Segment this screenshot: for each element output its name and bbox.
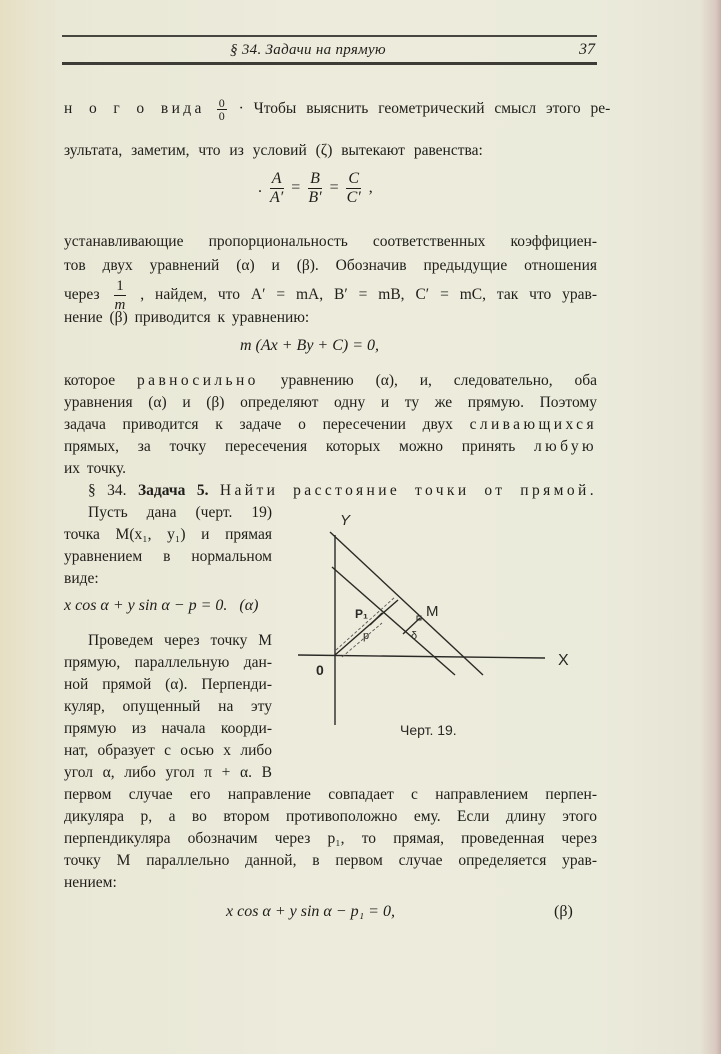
- text-line: устанавливающие пропорциональность соответственных коэффициен-: [64, 233, 597, 250]
- text-line: прямую, параллельную дан-: [64, 654, 272, 671]
- text-line: через $\frac{1}{m}$ , найдем, что A′ = mA, B′ = mB, C′ = mC, так что урав-: [64, 278, 598, 313]
- text-line: первом случае его направление совпадает с направлением перпен-: [64, 786, 597, 803]
- text-line: виде:: [64, 570, 99, 587]
- text-line: точку M параллельно данной, в первом случае определяется урав-: [64, 852, 597, 869]
- p-label: p: [363, 630, 370, 642]
- text-line: куляр, опущенный на эту: [64, 698, 272, 715]
- text-line: прямых, за точку пересечения которых можно принять любую: [64, 438, 597, 455]
- text-line: их точку.: [64, 460, 127, 477]
- text-line: перпендикуляра обозначим через p₁, то прямая, проведенная через: [64, 830, 597, 847]
- text-line: нением:: [64, 874, 117, 891]
- text-line: нат, образует с осью x либо: [64, 742, 272, 759]
- equation-proportion: . $\frac{A}{A'}$ = $\frac{B}{B'}$ = $\frac{C}{C'}$ ,: [258, 170, 373, 206]
- text-line: уравнения (α) и (β) определяют одну и ту же прямую. Поэтому: [64, 394, 597, 411]
- delta-label: δ: [411, 630, 418, 642]
- p1-label: P₁: [355, 607, 368, 621]
- figure-19-diagram: [290, 505, 569, 785]
- page-number: 37: [579, 41, 595, 58]
- section-heading: § 34. Задача 5. Найти расстояние точки от прямой.: [88, 482, 598, 499]
- point-m-label: M: [426, 603, 439, 620]
- text-line: прямую из начала коорди-: [64, 720, 272, 737]
- text-line: задача приводится к задаче о пересечении двух сливающихся: [64, 416, 597, 433]
- equation-alpha: x cos α + y sin α − p = 0. (α): [64, 597, 259, 614]
- text-line: тов двух уравнений (α) и (β). Обозначив предыдущие отношения: [64, 257, 597, 274]
- text-line: нение (β) приводится к уравнению:: [64, 309, 310, 326]
- text-line: точка M(x₁, y₁) и прямая: [64, 526, 272, 543]
- line-alpha: [332, 567, 455, 675]
- y-label: Y: [340, 512, 351, 529]
- header-rule-bottom: [62, 62, 597, 65]
- text-line: угол α, либо угол π + α. В: [64, 764, 272, 781]
- equation-beta: x cos α + y sin α − p₁ = 0,: [226, 903, 395, 920]
- running-header: [62, 40, 597, 60]
- text-line: ной прямой (α). Перпенди-: [64, 676, 272, 693]
- text-line: н о г о вида $\frac{0}{0}$ · Чтобы выяснить геометрический смысл этого ре-: [64, 96, 611, 123]
- origin-label: 0: [316, 662, 324, 678]
- text-line: которое равносильно уравнению (α), и, следовательно, оба: [64, 372, 597, 389]
- figure-caption: Черт. 19.: [400, 722, 457, 738]
- fraction: $\frac{0}{0}$: [218, 96, 225, 123]
- text-line: Пусть дана (черт. 19): [88, 504, 272, 521]
- text-line: Проведем через точку M: [88, 632, 272, 649]
- text-line: дикуляра p, а во втором противоположно ему. Если длину этого: [64, 808, 597, 825]
- line-beta: [330, 532, 483, 675]
- equation-beta-tag: (β): [554, 903, 573, 920]
- text-line: уравнением в нормальном: [64, 548, 272, 565]
- running-title: § 34. Задачи на прямую: [230, 42, 386, 58]
- x-label: X: [558, 652, 569, 669]
- equation-m: m (Ax + By + C) = 0,: [240, 337, 380, 354]
- text-line: зультата, заметим, что из условий (ζ) вытекают равенства:: [64, 142, 483, 159]
- header-rule-top: [62, 35, 597, 37]
